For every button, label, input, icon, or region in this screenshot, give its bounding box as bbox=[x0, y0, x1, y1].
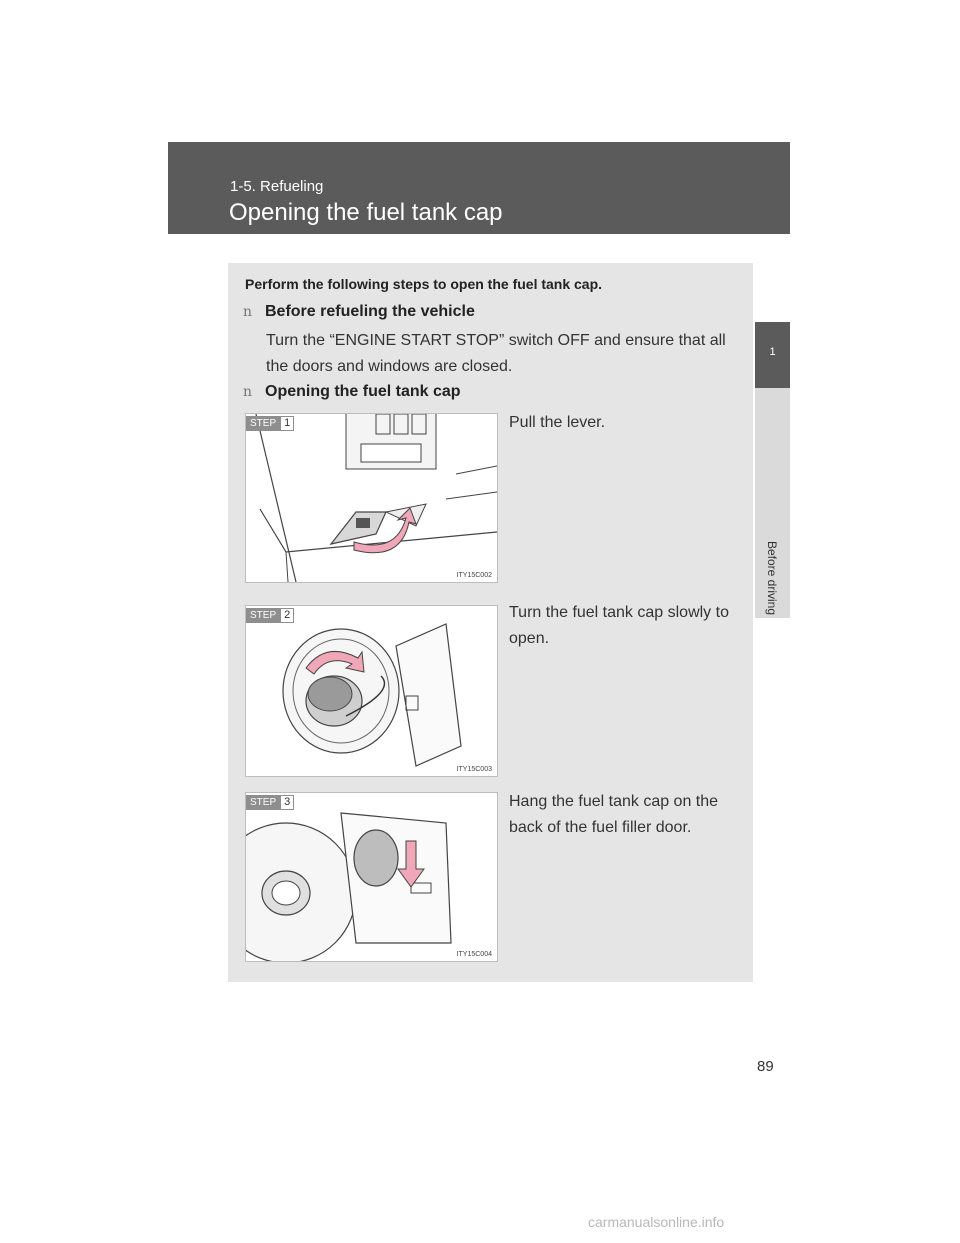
page-number: 89 bbox=[757, 1058, 774, 1075]
subheading-opening-cap bbox=[243, 383, 461, 401]
step-3-text: Hang the fuel tank cap on the back of the fuel filler door. bbox=[509, 793, 719, 836]
watermark: carmanualsonline.info bbox=[588, 1214, 725, 1230]
intro-text: Perform the following steps to open the fuel tank cap. bbox=[245, 276, 603, 292]
cap-hang-illustration bbox=[246, 793, 497, 961]
subheading-text: Before refueling the vehicle bbox=[265, 303, 475, 320]
lever-illustration bbox=[246, 414, 497, 582]
page-title: Opening the fuel tank cap bbox=[229, 199, 503, 226]
subheading-text: Opening the fuel tank cap bbox=[265, 383, 461, 400]
step-word: STEP bbox=[246, 416, 280, 431]
figure-step-2 bbox=[245, 605, 498, 777]
chapter-tab[interactable] bbox=[755, 322, 790, 388]
bullet-glyph: n bbox=[243, 384, 253, 400]
step-number: 2 bbox=[280, 608, 294, 623]
figure-code: ITY15C003 bbox=[456, 766, 492, 773]
bullet-glyph: n bbox=[243, 304, 253, 320]
section-label: 1-5. Refueling bbox=[230, 178, 324, 195]
chapter-sidebar bbox=[755, 388, 790, 618]
step-badge bbox=[246, 795, 294, 810]
step-number: 3 bbox=[280, 795, 294, 810]
body-text: Turn the “ENGINE START STOP” switch OFF and ensure that all the doors and windows are closed. bbox=[266, 332, 726, 375]
step-2-text: Turn the fuel tank cap slowly to open. bbox=[509, 604, 729, 647]
subheading-before-refueling bbox=[243, 303, 475, 321]
chapter-label: Before driving bbox=[765, 540, 779, 616]
chapter-number: 1 bbox=[769, 346, 776, 358]
figure-step-1 bbox=[245, 413, 498, 583]
cap-turn-illustration bbox=[246, 606, 497, 776]
figure-code: ITY15C004 bbox=[456, 951, 492, 958]
step-word: STEP bbox=[246, 795, 280, 810]
header-bar bbox=[168, 142, 790, 234]
step-number: 1 bbox=[280, 416, 294, 431]
step-1-text: Pull the lever. bbox=[509, 414, 606, 431]
step-word: STEP bbox=[246, 608, 280, 623]
step-badge bbox=[246, 416, 294, 431]
step-badge bbox=[246, 608, 294, 623]
figure-step-3 bbox=[245, 792, 498, 962]
figure-code: ITY15C002 bbox=[456, 572, 492, 579]
